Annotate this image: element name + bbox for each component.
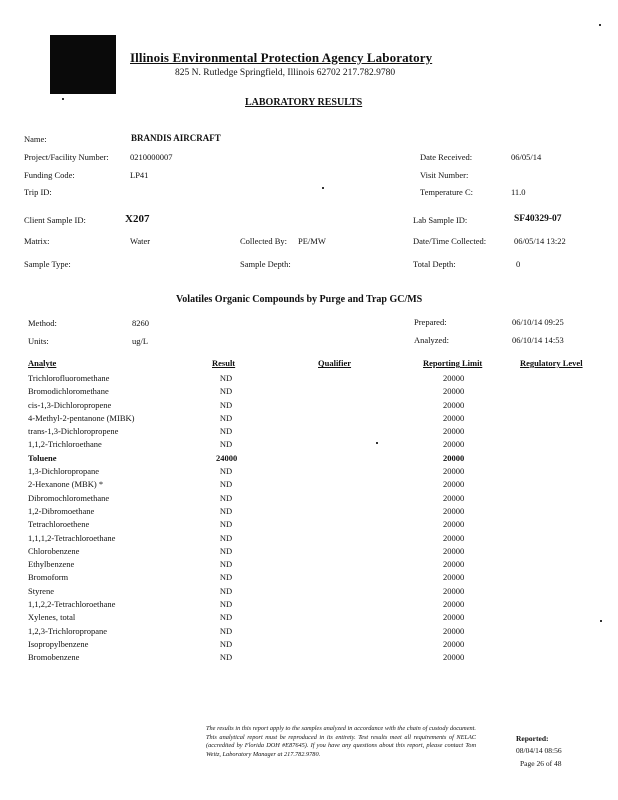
result-value: ND <box>219 585 233 596</box>
reported-label: Reported: <box>516 734 549 743</box>
col-header-reporting-limit: Reporting Limit <box>423 358 483 368</box>
name-label: Name: <box>24 134 47 144</box>
client-sample-value: X207 <box>125 213 150 225</box>
collected-by-label: Collected By: <box>240 236 287 246</box>
scan-speck <box>600 620 602 622</box>
reporting-limit-value: 20000 <box>443 519 465 530</box>
temperature-value: 11.0 <box>511 187 526 197</box>
analyte-name: 1,2,3-Trichloropropane <box>28 625 108 636</box>
result-value: ND <box>219 505 233 516</box>
name-value: BRANDIS AIRCRAFT <box>131 133 221 143</box>
analyte-name: Dibromochloromethane <box>28 492 110 503</box>
analyte-name: Ethylbenzene <box>28 559 75 570</box>
result-value: ND <box>219 412 233 423</box>
analyzed-label: Analyzed: <box>414 335 449 345</box>
table-row <box>0 572 618 585</box>
table-row <box>0 373 618 386</box>
results-table <box>0 373 618 666</box>
sample-type-label: Sample Type: <box>24 259 71 269</box>
analyte-name: Chlorobenzene <box>28 545 80 556</box>
table-row <box>0 453 618 466</box>
analyte-name: Bromobenzene <box>28 652 80 663</box>
analyzed-value: 06/10/14 14:53 <box>512 335 564 345</box>
reporting-limit-value: 20000 <box>443 625 465 636</box>
result-value: ND <box>219 599 233 610</box>
table-row <box>0 519 618 532</box>
table-row <box>0 639 618 652</box>
matrix-value: Water <box>130 236 151 246</box>
lab-address: 825 N. Rutledge Springfield, Illinois 62702 217.782.9780 <box>175 68 396 78</box>
reporting-limit-value: 20000 <box>443 612 465 623</box>
project-value: 0210000007 <box>130 152 173 162</box>
analyte-name: 1,1,2,2-Tetrachloroethane <box>28 599 116 610</box>
reporting-limit-value: 20000 <box>443 505 465 516</box>
table-row <box>0 599 618 612</box>
reporting-limit-value: 20000 <box>443 466 465 477</box>
table-row <box>0 386 618 399</box>
result-value: 24000 <box>216 452 238 463</box>
result-value: ND <box>219 479 233 490</box>
visit-label: Visit Number: <box>420 170 469 180</box>
table-row <box>0 413 618 426</box>
funding-value: LP41 <box>130 170 149 180</box>
result-value: ND <box>219 559 233 570</box>
result-value: ND <box>219 572 233 583</box>
col-header-analyte: Analyte <box>28 358 57 368</box>
result-value: ND <box>219 638 233 649</box>
analyte-name: Isopropylbenzene <box>28 638 89 649</box>
reporting-limit-value: 20000 <box>443 386 465 397</box>
datetime-collected-label: Date/Time Collected: <box>413 236 487 246</box>
table-row <box>0 612 618 625</box>
project-label: Project/Facility Number: <box>24 152 109 162</box>
result-value: ND <box>219 625 233 636</box>
analyte-name: 1,1,1,2-Tetrachloroethane <box>28 532 116 543</box>
datetime-collected-value: 06/05/14 13:22 <box>514 236 566 246</box>
reporting-limit-value: 20000 <box>443 585 465 596</box>
table-row <box>0 533 618 546</box>
agency-logo <box>50 35 116 94</box>
sample-depth-label: Sample Depth: <box>240 259 291 269</box>
units-value: ug/L <box>132 336 149 346</box>
result-value: ND <box>219 386 233 397</box>
table-row <box>0 493 618 506</box>
result-value: ND <box>219 492 233 503</box>
analyte-name: Bromodichloromethane <box>28 386 109 397</box>
analyte-name: Toluene <box>28 452 57 463</box>
date-received-label: Date Received: <box>420 152 473 162</box>
result-value: ND <box>219 519 233 530</box>
col-header-result: Result <box>212 358 236 368</box>
result-value: ND <box>219 373 233 383</box>
footer-disclaimer: The results in this report apply to the samples analyzed in accordance with the chain of custody document. This analytical report must be reproduced in its entirety. Test results meet all requirements of NELAC (accredited by Florida DOH #E87645). If you have any questions about this report, please contact Tom Weitz, Laboratory Manager at 217.782.9780. <box>206 725 476 758</box>
report-title: LABORATORY RESULTS <box>245 97 363 108</box>
scan-speck <box>322 187 324 189</box>
reported-date: 08/04/14 08:56 <box>516 746 562 755</box>
lab-sample-label: Lab Sample ID: <box>413 215 468 225</box>
reporting-limit-value: 20000 <box>443 426 465 437</box>
table-row <box>0 479 618 492</box>
result-value: ND <box>219 426 233 437</box>
temperature-label: Temperature C: <box>420 187 473 197</box>
date-received-value: 06/05/14 <box>511 152 542 162</box>
trip-label: Trip ID: <box>24 187 52 197</box>
reporting-limit-value: 20000 <box>443 373 465 383</box>
reporting-limit-value: 20000 <box>443 532 465 543</box>
page-number: Page 26 of 48 <box>520 759 562 768</box>
col-header-regulatory-level: Regulatory Level <box>520 358 583 368</box>
result-value: ND <box>219 612 233 623</box>
section-title: Volatiles Organic Compounds by Purge and Trap GC/MS <box>176 294 423 305</box>
scan-speck <box>62 98 64 100</box>
table-row <box>0 546 618 559</box>
table-row <box>0 439 618 452</box>
funding-label: Funding Code: <box>24 170 75 180</box>
method-label: Method: <box>28 318 57 328</box>
reporting-limit-value: 20000 <box>443 638 465 649</box>
table-row <box>0 400 618 413</box>
table-row <box>0 466 618 479</box>
col-header-qualifier: Qualifier <box>318 358 352 368</box>
table-row <box>0 506 618 519</box>
analyte-name: Tetrachloroethene <box>28 519 90 530</box>
reporting-limit-value: 20000 <box>443 572 465 583</box>
reporting-limit-value: 20000 <box>443 545 465 556</box>
collected-by-value: PE/MW <box>298 236 326 246</box>
matrix-label: Matrix: <box>24 236 50 246</box>
table-row <box>0 626 618 639</box>
analyte-name: 1,3-Dichloropropane <box>28 466 100 477</box>
reporting-limit-value: 20000 <box>443 599 465 610</box>
reporting-limit-value: 20000 <box>443 559 465 570</box>
analyte-name: 1,1,2-Trichloroethane <box>28 439 102 450</box>
result-value: ND <box>219 439 233 450</box>
result-value: ND <box>219 466 233 477</box>
table-row <box>0 426 618 439</box>
analyte-name: Trichlorofluoromethane <box>28 373 110 383</box>
analyte-name: Bromoform <box>28 572 69 583</box>
analyte-name: trans-1,3-Dichloropropene <box>28 426 119 437</box>
reporting-limit-value: 20000 <box>443 652 465 663</box>
result-value: ND <box>219 532 233 543</box>
analyte-name: cis-1,3-Dichloropropene <box>28 399 112 410</box>
scan-speck <box>599 24 601 26</box>
reporting-limit-value: 20000 <box>443 412 465 423</box>
analyte-name: 4-Methyl-2-pentanone (MIBK) <box>28 412 135 423</box>
reporting-limit-value: 20000 <box>443 439 465 450</box>
method-value: 8260 <box>132 318 149 328</box>
reporting-limit-value: 20000 <box>443 399 465 410</box>
lab-name: Illinois Environmental Protection Agency Laboratory <box>130 50 433 65</box>
total-depth-value: 0 <box>516 259 521 269</box>
result-value: ND <box>219 545 233 556</box>
table-row <box>0 586 618 599</box>
result-value: ND <box>219 652 233 663</box>
reporting-limit-value: 20000 <box>443 492 465 503</box>
reporting-limit-value: 20000 <box>443 452 465 463</box>
total-depth-label: Total Depth: <box>413 259 456 269</box>
client-sample-label: Client Sample ID: <box>24 215 86 225</box>
reporting-limit-value: 20000 <box>443 479 465 490</box>
analyte-name: 1,2-Dibromoethane <box>28 505 95 516</box>
table-row <box>0 652 618 665</box>
analyte-name: Styrene <box>28 585 54 596</box>
units-label: Units: <box>28 336 49 346</box>
table-row <box>0 559 618 572</box>
lab-sample-value: SF40329-07 <box>514 214 562 224</box>
prepared-value: 06/10/14 09:25 <box>512 317 564 327</box>
prepared-label: Prepared: <box>414 317 447 327</box>
analyte-name: 2-Hexanone (MBK) * <box>28 479 104 490</box>
analyte-name: Xylenes, total <box>28 612 76 623</box>
result-value: ND <box>219 399 233 410</box>
scan-speck <box>376 442 378 444</box>
